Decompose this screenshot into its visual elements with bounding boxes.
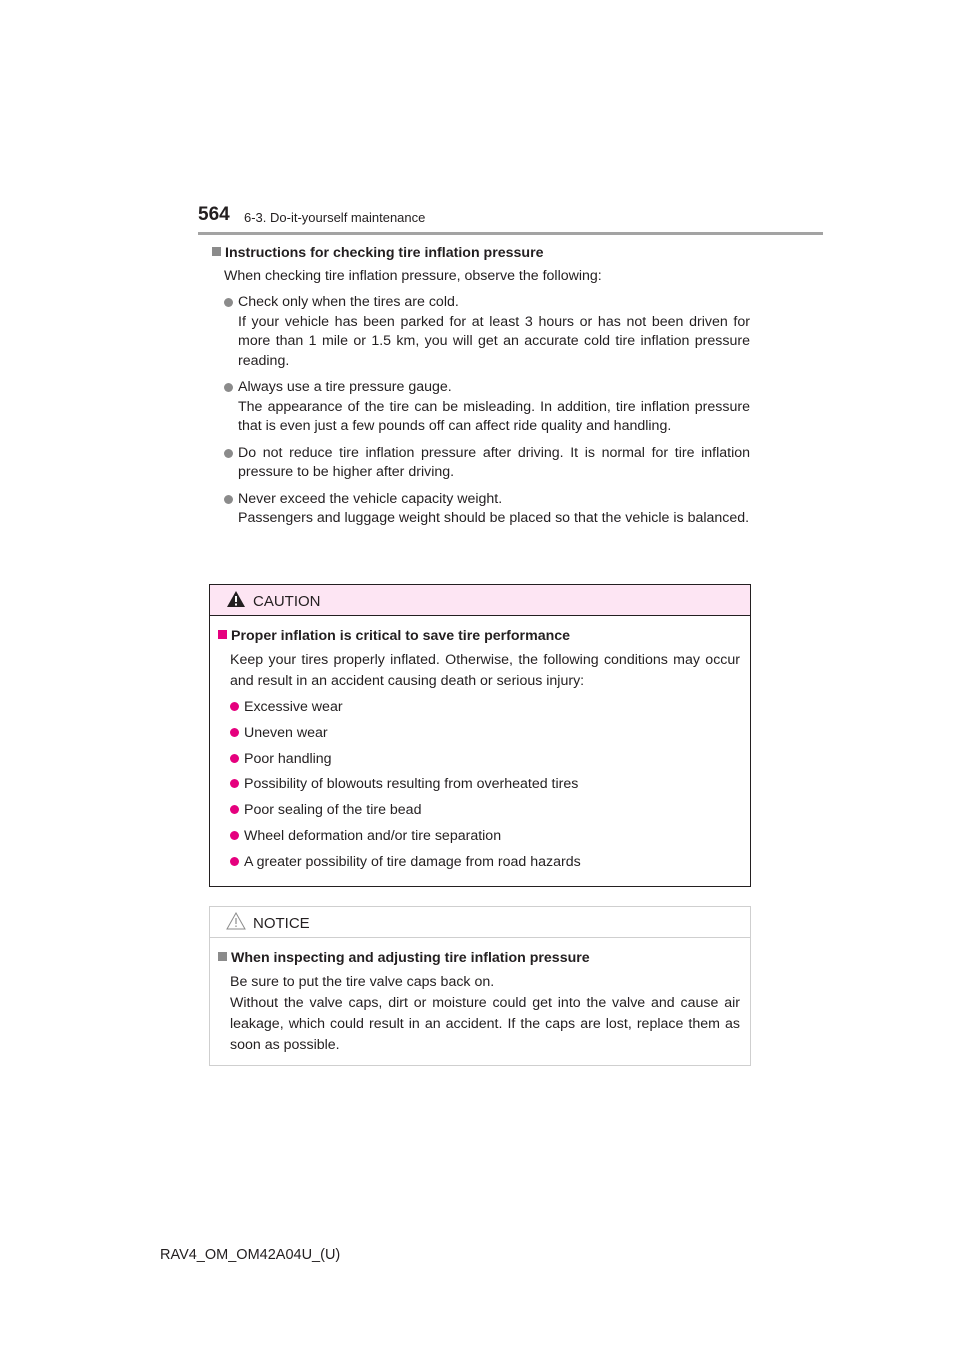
caution-box [209,584,751,887]
list-item: A greater possibility of tire damage from road hazards [230,852,740,872]
list-item: Poor sealing of the tire bead [230,800,740,820]
notice-text-2: Without the valve caps, dirt or moisture could get into the valve and cause air leakage, which could result in an accident. If the caps are lost, replace them as soon as possible. [230,995,740,1053]
caution-label: CAUTION [253,593,321,610]
circle-bullet-icon [230,702,239,711]
notice-heading: When inspecting and adjusting tire inflation pressure [218,948,740,969]
list-item: Wheel deformation and/or tire separation [230,826,740,846]
square-bullet-icon [218,630,227,639]
footer-model-code: RAV4_OM_OM42A04U_(U) [160,1247,341,1263]
notice-header [210,907,750,938]
square-bullet-icon [212,247,221,256]
circle-bullet-icon [224,495,233,504]
list-item: Possibility of blowouts resulting from overheated tires [230,774,740,794]
list-item: Do not reduce tire inflation pressure after driving. It is normal for tire inflation pressure to be higher after driving. [224,444,750,483]
caution-text: Keep your tires properly inflated. Otherwise, the following conditions may occur and result in an accident causing death or serious injury: [230,652,740,689]
caution-header [210,585,750,616]
circle-bullet-icon [224,383,233,392]
notice-box [209,906,751,1066]
instructions-heading: Instructions for checking tire inflation pressure [199,244,750,264]
circle-bullet-icon [230,805,239,814]
notice-text-1: Be sure to put the tire valve caps back on. [230,974,495,990]
warning-triangle-icon [226,590,246,608]
circle-bullet-icon [230,857,239,866]
circle-bullet-icon [224,298,233,307]
circle-bullet-icon [230,728,239,737]
instructions-list [224,293,750,529]
header-rule [198,232,823,235]
list-item: Never exceed the vehicle capacity weight. Passengers and luggage weight should be placed so that the vehicle is balanced. [224,490,750,529]
list-item: Excessive wear [230,697,740,717]
caution-heading: Proper inflation is critical to save tire performance [218,626,740,647]
list-item: Check only when the tires are cold. If your vehicle has been parked for at least 3 hours or has not been driven for more than 1 mile or 1.5 km, you will get an accurate cold tire inflation pressure reading. [224,293,750,371]
circle-bullet-icon [230,779,239,788]
page-number: 564 [198,204,230,225]
instructions-intro: When checking tire inflation pressure, observe the following: [224,267,602,284]
section-title: 6-3. Do-it-yourself maintenance [244,210,426,225]
page-header [198,200,823,236]
circle-bullet-icon [230,831,239,840]
square-bullet-icon [218,952,227,961]
notice-triangle-icon [226,912,246,930]
circle-bullet-icon [224,449,233,458]
notice-label: NOTICE [253,915,310,932]
circle-bullet-icon [230,754,239,763]
list-item: Always use a tire pressure gauge. The appearance of the tire can be misleading. In addition, tire inflation pressure that is even just a few pounds off can affect ride quality and handling. [224,378,750,437]
list-item: Poor handling [230,749,740,769]
instructions-section [212,244,750,536]
caution-list [230,697,740,872]
list-item: Uneven wear [230,723,740,743]
